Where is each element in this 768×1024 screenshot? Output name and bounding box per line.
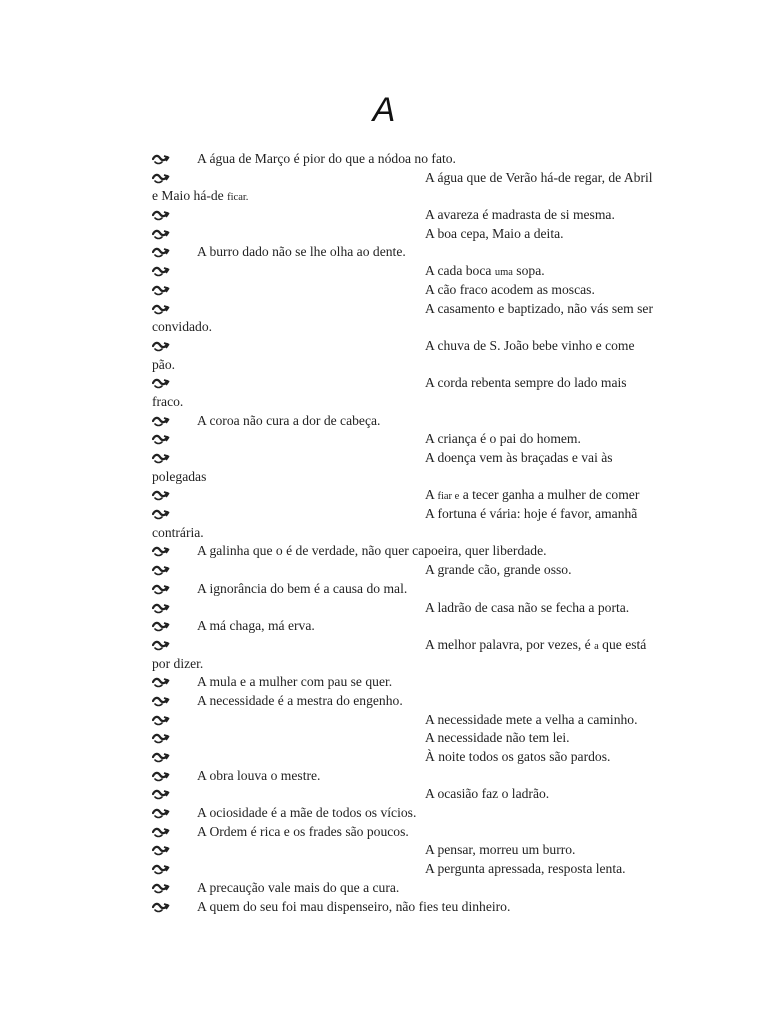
proverb-text: A pergunta apressada, resposta lenta. [425,861,626,877]
proverb-text: A obra louva o mestre. [197,767,321,783]
proverb-item [0,860,768,879]
fleuron-bullet-icon [152,804,172,823]
fleuron-bullet-icon [152,206,172,225]
proverb-text: A cão fraco acodem as moscas. [425,281,595,297]
proverb-item [0,617,768,636]
proverb-continuation: convidado. [152,319,213,335]
proverb-text: A necessidade mete a velha a caminho. [425,711,638,727]
proverb-text: A necessidade é a mestra do engenho. [197,692,403,708]
proverb-text: A água de Março é pior do que a nódoa no fato. [197,151,456,166]
fleuron-bullet-icon [152,412,172,431]
section-heading: A [372,91,396,129]
proverb-item [0,169,768,206]
fleuron-bullet-icon [152,243,172,262]
proverb-item [0,243,768,262]
proverb-item [0,542,768,561]
proverb-text: A casamento e baptizado, não vás sem ser [425,300,653,316]
small-text: a [594,640,599,652]
proverb-text: A ladrão de casa não se fecha a porta. [425,599,630,615]
proverb-text: A doença vem às braçadas e vai às [425,450,613,465]
proverb-item [0,898,768,917]
proverb-continuation: contrária. [152,524,204,540]
fleuron-bullet-icon [152,673,172,692]
fleuron-bullet-icon [152,729,172,748]
proverb-text: A avareza é madrasta de si mesma. [425,207,615,223]
fleuron-bullet-icon [152,711,172,730]
fleuron-bullet-icon [152,692,172,711]
proverb-continuation: polegadas [152,468,207,484]
proverb-text: A boa cepa, Maio a deita. [425,225,564,241]
proverb-continuation: pão. [152,356,176,372]
fleuron-bullet-icon [152,430,172,449]
proverb-text: A chuva de S. João bebe vinho e come [425,337,635,353]
proverb-item [0,486,768,505]
proverb-item [0,580,768,599]
proverb-item [0,767,768,786]
proverb-text: A necessidade não tem lei. [425,730,570,746]
proverb-item [0,823,768,842]
proverb-text: A grande cão, grande osso. [425,562,572,578]
proverb-item [0,206,768,225]
proverb-item [0,729,768,748]
fleuron-bullet-icon [152,617,172,636]
proverb-item [0,636,768,673]
proverb-list [0,150,768,916]
proverb-text: A galinha que o é de verdade, não quer capoeira, quer liberdade. [197,543,547,559]
proverb-text: A precaução vale mais do que a cura. [197,879,400,895]
proverb-continuation: fraco. [152,393,184,409]
fleuron-bullet-icon [152,337,172,356]
proverb-text: A água que de Verão há-de regar, de Abril [425,169,653,185]
fleuron-bullet-icon [152,785,172,804]
proverb-text: A criança é o pai do homem. [425,431,581,447]
proverb-text: A fortuna é vária: hoje é favor, amanhã [425,506,638,522]
proverb-item [0,711,768,730]
fleuron-bullet-icon [152,823,172,842]
proverb-text: A fiar e a tecer ganha a mulher de comer [425,487,640,503]
proverb-text: À noite todos os gatos são pardos. [425,749,611,764]
fleuron-bullet-icon [152,542,172,561]
small-text: uma [494,267,513,279]
fleuron-bullet-icon [152,300,172,319]
fleuron-bullet-icon [152,748,172,767]
proverb-item [0,337,768,374]
proverb-text: A melhor palavra, por vezes, é a que está [425,636,647,652]
proverb-item [0,430,768,449]
fleuron-bullet-icon [152,225,172,244]
proverb-continuation: por dizer. [152,655,204,671]
proverb-continuation: e Maio há-de ficar. [152,188,249,204]
proverb-text: A coroa não cura a dor de cabeça. [197,412,381,428]
proverb-item [0,804,768,823]
fleuron-bullet-icon [152,841,172,860]
fleuron-bullet-icon [152,449,172,468]
fleuron-bullet-icon [152,580,172,599]
fleuron-bullet-icon [152,505,172,524]
proverb-item [0,150,768,169]
fleuron-bullet-icon [152,860,172,879]
proverb-item [0,505,768,542]
proverb-item [0,785,768,804]
proverb-item [0,673,768,692]
fleuron-bullet-icon [152,879,172,898]
fleuron-bullet-icon [152,599,172,618]
proverb-text: A ocasião faz o ladrão. [425,786,550,802]
proverb-item [0,561,768,580]
proverb-item [0,879,768,898]
proverb-text: A ignorância do bem é a causa do mal. [197,580,408,596]
small-text: ficar. [227,192,249,204]
proverb-item [0,374,768,411]
proverb-text: A mula e a mulher com pau se quer. [197,674,393,690]
fleuron-bullet-icon [152,262,172,281]
proverb-item [0,300,768,337]
proverb-item [0,262,768,281]
proverb-text: A cada boca uma sopa. [425,263,545,279]
proverb-text: A corda rebenta sempre do lado mais [425,375,627,391]
proverb-item [0,841,768,860]
proverb-item [0,281,768,300]
fleuron-bullet-icon [152,281,172,300]
fleuron-bullet-icon [152,374,172,393]
proverb-item [0,748,768,767]
proverb-text: A ociosidade é a mãe de todos os vícios. [197,805,417,821]
fleuron-bullet-icon [152,150,172,169]
proverb-item [0,225,768,244]
proverb-item [0,449,768,486]
proverb-text: A má chaga, má erva. [197,618,315,634]
proverb-text: A burro dado não se lhe olha ao dente. [197,244,406,260]
fleuron-bullet-icon [152,561,172,580]
fleuron-bullet-icon [152,767,172,786]
proverb-text: A pensar, morreu um burro. [425,842,576,858]
fleuron-bullet-icon [152,169,172,188]
proverb-text: A Ordem é rica e os frades são poucos. [197,823,409,839]
small-text: fiar e [437,491,460,503]
proverb-item [0,412,768,431]
proverb-item [0,692,768,711]
fleuron-bullet-icon [152,636,172,655]
proverb-text: A quem do seu foi mau dispenseiro, não fies teu dinheiro. [197,898,511,914]
proverb-item [0,599,768,618]
fleuron-bullet-icon [152,486,172,505]
fleuron-bullet-icon [152,898,172,917]
